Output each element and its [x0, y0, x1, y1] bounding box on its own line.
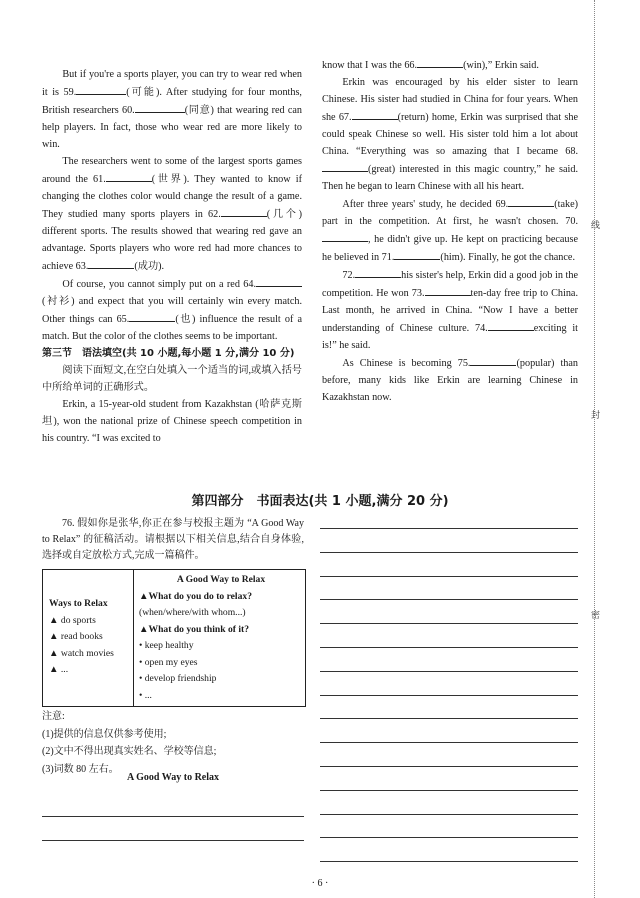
- essay-title: A Good Way to Relax: [126, 772, 220, 783]
- list-item: • develop friendship: [139, 673, 217, 684]
- writing-line[interactable]: [320, 718, 578, 719]
- note-item: (2)文中不得出现真实姓名、学校等信息;: [42, 746, 217, 757]
- writing-line[interactable]: [320, 861, 578, 862]
- section-heading: 第三节 语法填空(共 10 小题,每小题 1 分,满分 10 分): [42, 348, 295, 359]
- writing-line[interactable]: [320, 599, 578, 600]
- list-item: • open my eyes: [139, 656, 198, 668]
- table-left-cell: [49, 596, 133, 679]
- writing-line[interactable]: [320, 647, 578, 648]
- question-hint: (when/where/with whom...): [139, 607, 246, 618]
- writing-line[interactable]: [320, 837, 578, 838]
- writing-line[interactable]: [320, 552, 578, 553]
- list-item: • ...: [139, 689, 152, 701]
- writing-line[interactable]: [320, 695, 578, 696]
- table-divider: [133, 570, 134, 706]
- list-item: • keep healthy: [139, 640, 194, 651]
- paragraph: know that I was the 66. (win),” Erkin said.: [322, 56, 578, 74]
- left-column: [42, 66, 302, 447]
- writing-line[interactable]: [320, 623, 578, 624]
- notes: [42, 708, 304, 778]
- writing-line[interactable]: [42, 840, 304, 841]
- task-prompt: 76. 假如你是张华,你正在参与校报主题为 “A Good Way to Relax” 的征稿活动。请根据以下相关信息,结合自身体验,选择或自定放松方式,完成一篇稿件。: [42, 518, 304, 561]
- question: ▲What do you think of it?: [139, 623, 249, 635]
- paragraph: Erkin was encouraged by his elder sister to learn Chinese. His sister had studied in China for four years. When she 67. (return) home, Erkin was surprised that she could speak Chinese so well. His sister told him a lot about China. “Everything was so amazing that I became 68.(great) interested in this magic country,” he said. Then he began to learn Chinese with all his heart.: [322, 77, 578, 192]
- writing-line[interactable]: [320, 742, 578, 743]
- writing-line[interactable]: [320, 576, 578, 577]
- margin-mark: 封: [591, 410, 601, 420]
- paragraph: After three years' study, he decided 69. (take) part in the competition. At first, he wasn't chosen. 70., he didn't give up. He kept on practicing because he believed in 71. (him). Finally, he got the chance.: [322, 195, 578, 266]
- writing-line[interactable]: [42, 816, 304, 817]
- note-item: (1)提供的信息仅供参考使用;: [42, 728, 167, 740]
- paragraph: The researchers went to some of the largest sports games around the 61. (世界). They wanted to know if changing the clothes color would change the result of a game. They studied many sports players in 62. (几个) different sports. The results showed that wearing red gave an advantage. Sports players who wore red had more chances to achieve 63. (成功).: [42, 156, 302, 272]
- writing-line[interactable]: [320, 790, 578, 791]
- list-item: ▲ ...: [49, 664, 69, 675]
- list-item: ▲ watch movies: [49, 647, 114, 659]
- binding-line: [594, 0, 595, 898]
- writing-line[interactable]: [320, 671, 578, 672]
- notes-heading: 注意:: [42, 711, 65, 722]
- table-right-heading: A Good Way to Relax: [176, 574, 266, 585]
- paragraph: 72. his sister's help, Erkin did a good job in the competition. He won 73. ten-day free trip to China. Last month, he arrived in China. “Now I have a better understanding of Chinese culture. 74. exciting it is!” he said.: [322, 266, 578, 354]
- note-item: (3)词数 80 左右。: [42, 763, 119, 775]
- paragraph: As Chinese is becoming 75. (popular) than before, many kids like Erkin are learning Chinese in Kazakhstan now.: [322, 354, 578, 406]
- right-column: [322, 56, 578, 406]
- margin-mark: 密: [591, 610, 601, 620]
- writing-line[interactable]: [320, 766, 578, 767]
- table-right-cell: [139, 572, 303, 704]
- page-number: · 6 ·: [311, 878, 329, 889]
- paragraph: Erkin, a 15-year-old student from Kazakhstan (哈萨克斯坦), won the national prize of Chinese speech competition in his country. “I was excited to: [42, 399, 302, 444]
- list-item: ▲ read books: [49, 631, 103, 642]
- instructions: 阅读下面短文,在空白处填入一个适当的词,或填入括号中所给单词的正确形式。: [42, 365, 302, 393]
- info-table: [42, 569, 306, 707]
- part-title: 第四部分 书面表达(共 1 小题,满分 20 分): [191, 494, 449, 509]
- table-left-heading: Ways to Relax: [49, 598, 108, 609]
- paragraph: Of course, you cannot simply put on a red 64.(衬衫) and expect that you will certainly win every match. Other things can 65. (也) influence the result of a match. But the color of the clothes seems to be important.: [42, 275, 302, 345]
- writing-task: [42, 516, 304, 564]
- writing-line[interactable]: [320, 528, 578, 529]
- list-item: ▲ do sports: [49, 614, 96, 626]
- question: ▲What do you do to relax?: [139, 590, 252, 602]
- margin-mark: 线: [591, 220, 601, 230]
- paragraph: But if you're a sports player, you can try to wear red when it is 59. (可能). After studying for four months, British researchers 60. (同意) that wearing red can help players. In fact, those who wear red are more likely to win.: [42, 69, 302, 150]
- writing-line[interactable]: [320, 814, 578, 815]
